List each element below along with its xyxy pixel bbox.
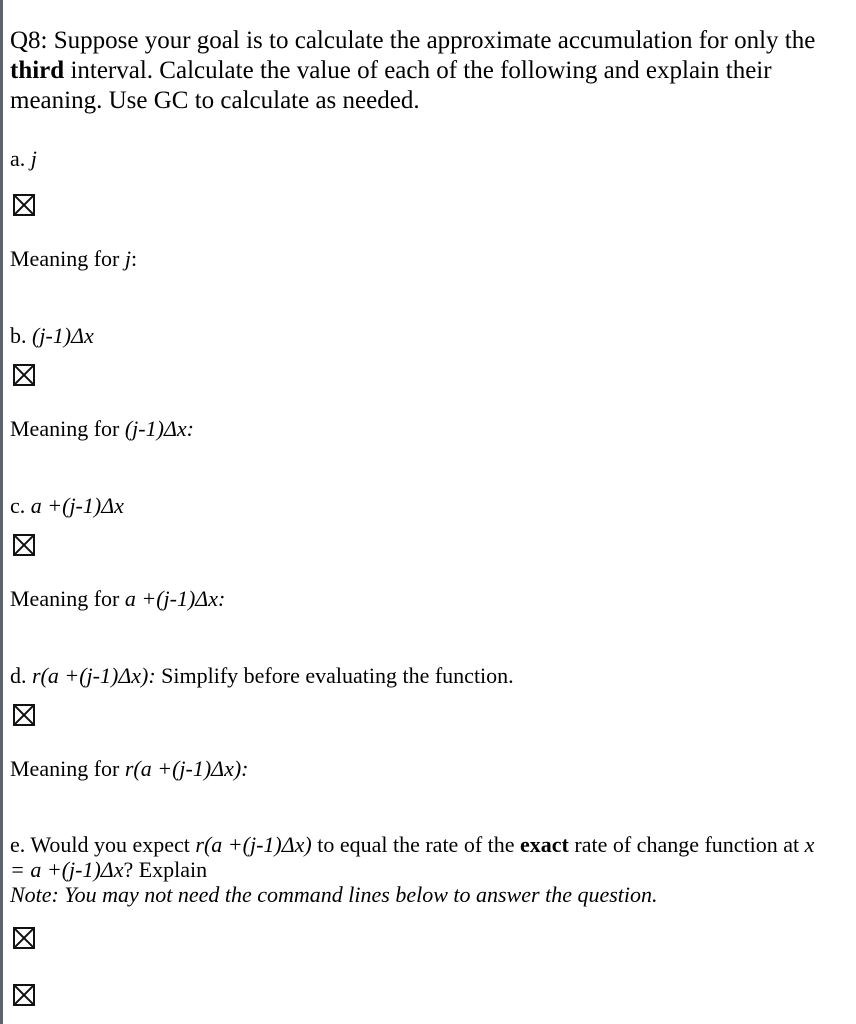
- part-e-tail: rate of change function at: [568, 832, 805, 857]
- part-d-meaning-expr: r(a +(j-1)Δx):: [124, 756, 249, 781]
- part-c-label: [10, 493, 124, 518]
- question-text: [10, 26, 840, 116]
- part-d-label: [10, 663, 514, 688]
- question-prefix: Q8: Suppose your goal is to calculate the approximate accumulation for only the: [10, 27, 816, 54]
- part-e-x-var: x: [804, 832, 815, 857]
- part-d-meaning: [10, 756, 249, 781]
- broken-image-icon: [13, 194, 35, 216]
- part-e-prefix: e. Would you expect: [10, 832, 196, 857]
- part-e-mid: to equal the rate of the: [311, 832, 521, 857]
- question-suffix: interval. Calculate the value of each of the following and explain their meaning. Use GC to calculate as needed.: [10, 57, 772, 114]
- part-e-line2-tail: ? Explain: [123, 857, 208, 882]
- broken-image-icon: [13, 984, 35, 1006]
- part-d-meaning-label: Meaning for: [10, 756, 125, 781]
- part-b-meaning: [10, 416, 194, 441]
- part-a-letter: a.: [10, 146, 31, 171]
- part-d-letter: d.: [10, 663, 32, 688]
- part-b-meaning-expr: (j-1)Δx:: [124, 416, 194, 441]
- part-e-line2-expr: = a +(j-1)Δx: [10, 857, 124, 882]
- part-b-meaning-label: Meaning for: [10, 416, 125, 441]
- part-e-note: Note: You may not need the command lines below to answer the question.: [10, 882, 658, 907]
- left-edge-bar: [0, 0, 3, 1024]
- question-bold-word: third: [10, 57, 65, 84]
- part-a-meaning-expr: j: [124, 246, 131, 271]
- part-c-meaning-label: Meaning for: [10, 586, 125, 611]
- part-a-label: [10, 146, 37, 171]
- broken-image-icon: [13, 704, 35, 726]
- part-e-bold-word: exact: [520, 832, 569, 857]
- part-a-meaning-tail: :: [130, 246, 138, 271]
- part-e-expr: r(a +(j-1)Δx): [195, 832, 312, 857]
- part-a-expr: j: [30, 146, 37, 171]
- part-c-letter: c.: [10, 493, 31, 518]
- part-a-meaning-label: Meaning for: [10, 246, 125, 271]
- part-c-meaning: [10, 586, 225, 611]
- part-b-letter: b.: [10, 323, 32, 348]
- part-e-question: [10, 832, 845, 882]
- part-a-meaning: [10, 246, 137, 271]
- part-d-instruction: Simplify before evaluating the function.: [155, 663, 514, 688]
- broken-image-icon: [13, 534, 35, 556]
- broken-image-icon: [13, 364, 35, 386]
- part-c-expr: a +(j-1)Δx: [30, 493, 124, 518]
- part-c-meaning-expr: a +(j-1)Δx:: [124, 586, 226, 611]
- part-b-label: [10, 323, 94, 348]
- broken-image-icon: [13, 927, 35, 949]
- part-d-expr: r(a +(j-1)Δx):: [32, 663, 156, 688]
- part-b-expr: (j-1)Δx: [32, 323, 94, 348]
